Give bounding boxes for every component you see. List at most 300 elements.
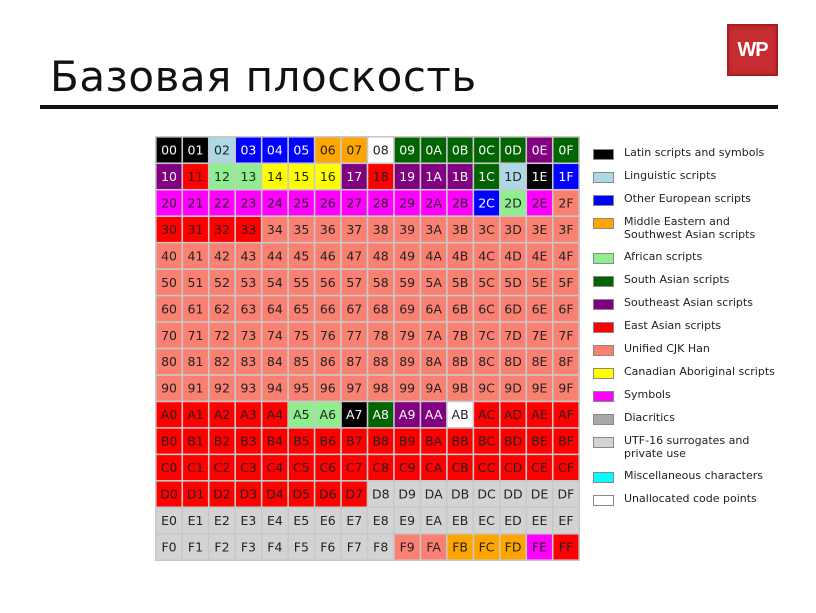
cell-code: 41	[187, 248, 204, 264]
cell-code: 43	[240, 248, 257, 264]
cell-code: 0E	[531, 142, 548, 158]
grid-cell-37	[342, 217, 367, 242]
grid-cell-3F	[554, 217, 579, 242]
cell-code: 8D	[504, 354, 522, 370]
bmp-grid-svg	[155, 136, 580, 561]
grid-cell-FE	[527, 535, 552, 560]
grid-cell-22	[210, 191, 235, 216]
grid-cell-70	[157, 323, 182, 348]
cell-code: 95	[293, 380, 310, 396]
cell-code: CB	[451, 460, 469, 476]
grid-cell-66	[315, 296, 340, 321]
cell-code: B1	[187, 433, 204, 449]
grid-cell-7B	[448, 323, 473, 348]
cell-code: 16	[319, 168, 336, 184]
cell-code: 50	[161, 274, 177, 290]
cell-code: C5	[293, 460, 310, 476]
legend-label: East Asian scripts	[624, 319, 722, 332]
cell-code: DA	[424, 486, 443, 502]
cell-code: EE	[531, 513, 548, 529]
legend-item-cjk	[593, 342, 803, 356]
grid-cell-A6	[315, 402, 340, 427]
grid-cell-DA	[421, 482, 446, 507]
wp-logo	[727, 24, 778, 76]
grid-cell-2F	[554, 191, 579, 216]
grid-cell-F6	[315, 535, 340, 560]
cell-code: 6E	[531, 301, 548, 317]
cell-code: 39	[399, 221, 416, 237]
grid-cell-DF	[554, 482, 579, 507]
grid-cell-0E	[527, 138, 552, 163]
cell-code: 35	[293, 221, 310, 237]
grid-cell-28	[368, 191, 393, 216]
cell-code: 7A	[425, 327, 442, 343]
cell-code: C3	[240, 460, 257, 476]
grid-cell-C1	[183, 455, 208, 480]
cell-code: D8	[371, 486, 390, 502]
cell-code: A7	[346, 407, 363, 423]
grid-cell-BF	[554, 429, 579, 454]
cell-code: 0B	[451, 142, 469, 158]
cell-code: 7F	[558, 327, 574, 343]
cell-code: 97	[346, 380, 363, 396]
cell-code: B9	[398, 433, 416, 449]
cell-code: 96	[319, 380, 336, 396]
grid-cell-E6	[315, 508, 340, 533]
grid-cell-C7	[342, 455, 367, 480]
grid-cell-BA	[421, 429, 446, 454]
grid-cell-69	[395, 296, 420, 321]
cell-code: C9	[398, 460, 416, 476]
grid-cell-FB	[448, 535, 473, 560]
legend-swatch	[593, 322, 614, 333]
cell-code: 94	[266, 380, 283, 396]
cell-code: F6	[320, 539, 336, 555]
cell-code: F0	[161, 539, 177, 555]
grid-cell-60	[157, 296, 182, 321]
grid-cell-2C	[474, 191, 499, 216]
grid-cell-11	[183, 164, 208, 189]
grid-cell-90	[157, 376, 182, 401]
grid-cell-12	[210, 164, 235, 189]
grid-cell-BB	[448, 429, 473, 454]
grid-cell-81	[183, 349, 208, 374]
cell-code: 79	[399, 327, 416, 343]
cell-code: 7C	[478, 327, 495, 343]
grid-cell-A3	[236, 402, 261, 427]
grid-cell-AF	[554, 402, 579, 427]
cell-code: 4B	[451, 248, 469, 264]
cell-code: 72	[214, 327, 230, 343]
grid-cell-CE	[527, 455, 552, 480]
cell-code: 04	[266, 142, 283, 158]
cell-code: 29	[399, 195, 416, 211]
cell-code: 2F	[558, 195, 574, 211]
cell-code: C8	[372, 460, 390, 476]
cell-code: FB	[452, 539, 469, 555]
legend-label: Miscellaneous characters	[624, 469, 764, 482]
grid-cell-98	[368, 376, 393, 401]
cell-code: 45	[293, 248, 310, 264]
cell-code: 38	[372, 221, 389, 237]
grid-cell-67	[342, 296, 367, 321]
legend-label: Unallocated code points	[624, 492, 757, 505]
cell-code: 24	[266, 195, 283, 211]
grid-cell-D4	[262, 482, 287, 507]
cell-code: 1D	[504, 168, 522, 184]
cell-code: 5B	[451, 274, 469, 290]
legend-swatch	[593, 172, 614, 183]
legend-label: Unified CJK Han	[624, 342, 710, 355]
cell-code: 1E	[531, 168, 548, 184]
cell-code: B6	[319, 433, 337, 449]
grid-cell-A4	[262, 402, 287, 427]
grid-cell-40	[157, 243, 182, 268]
grid-cell-E3	[236, 508, 261, 533]
cell-code: C6	[319, 460, 337, 476]
grid-cell-DC	[474, 482, 499, 507]
grid-cell-DB	[448, 482, 473, 507]
grid-cell-51	[183, 270, 208, 295]
grid-cell-5D	[501, 270, 526, 295]
wp-logo-text: WP	[732, 29, 773, 71]
grid-cell-EB	[448, 508, 473, 533]
cell-code: 75	[293, 327, 310, 343]
grid-cell-04	[262, 138, 287, 163]
grid-cell-E9	[395, 508, 420, 533]
cell-code: 2B	[451, 195, 469, 211]
cell-code: 7B	[451, 327, 469, 343]
cell-code: 32	[214, 221, 230, 237]
grid-cell-78	[368, 323, 393, 348]
cell-code: 54	[266, 274, 283, 290]
cell-code: F3	[240, 539, 256, 555]
grid-cell-27	[342, 191, 367, 216]
cell-code: F2	[214, 539, 230, 555]
cell-code: BD	[503, 433, 523, 449]
cell-code: 3A	[425, 221, 442, 237]
grid-cell-10	[157, 164, 182, 189]
cell-code: 60	[161, 301, 177, 317]
cell-code: AB	[451, 407, 469, 423]
cell-code: DF	[557, 486, 575, 502]
grid-cell-63	[236, 296, 261, 321]
grid-cell-3C	[474, 217, 499, 242]
cell-code: 13	[240, 168, 257, 184]
grid-cell-87	[342, 349, 367, 374]
cell-code: 22	[214, 195, 230, 211]
grid-cell-B8	[368, 429, 393, 454]
cell-code: 9E	[531, 380, 548, 396]
grid-cell-79	[395, 323, 420, 348]
cell-code: 4D	[504, 248, 522, 264]
cell-code: FF	[558, 539, 574, 555]
grid-cell-83	[236, 349, 261, 374]
grid-cell-D8	[368, 482, 393, 507]
cell-code: 3E	[531, 221, 548, 237]
grid-cell-B3	[236, 429, 261, 454]
grid-cell-99	[395, 376, 420, 401]
cell-code: 09	[399, 142, 416, 158]
cell-code: 6B	[451, 301, 469, 317]
grid-cell-39	[395, 217, 420, 242]
cell-code: 30	[161, 221, 177, 237]
legend-label: UTF-16 surrogates and private use	[624, 434, 750, 460]
grid-cell-C3	[236, 455, 261, 480]
grid-cell-F8	[368, 535, 393, 560]
cell-code: 33	[240, 221, 257, 237]
legend-label: Diacritics	[624, 411, 676, 424]
grid-cell-23	[236, 191, 261, 216]
grid-cell-D9	[395, 482, 420, 507]
grid-cell-D3	[236, 482, 261, 507]
legend-label: South Asian scripts	[624, 273, 730, 286]
grid-cell-2B	[448, 191, 473, 216]
legend-item-misc	[593, 469, 803, 483]
grid-cell-17	[342, 164, 367, 189]
cell-code: E7	[346, 513, 363, 529]
grid-cell-2D	[501, 191, 526, 216]
cell-code: DE	[530, 486, 549, 502]
grid-cell-53	[236, 270, 261, 295]
grid-cell-77	[342, 323, 367, 348]
grid-cell-75	[289, 323, 314, 348]
cell-code: 7D	[504, 327, 522, 343]
grid-cell-56	[315, 270, 340, 295]
legend-label: African scripts	[624, 250, 703, 263]
grid-cell-14	[262, 164, 287, 189]
cell-code: E9	[399, 513, 416, 529]
cell-code: EA	[425, 513, 442, 529]
grid-cell-30	[157, 217, 182, 242]
cell-code: 92	[214, 380, 230, 396]
cell-code: F8	[373, 539, 389, 555]
grid-cell-D7	[342, 482, 367, 507]
cell-code: C0	[160, 460, 178, 476]
grid-cell-38	[368, 217, 393, 242]
cell-code: 0F	[558, 142, 574, 158]
grid-cell-9D	[501, 376, 526, 401]
grid-cell-24	[262, 191, 287, 216]
cell-code: 6C	[478, 301, 495, 317]
cell-code: C1	[187, 460, 204, 476]
grid-cell-7D	[501, 323, 526, 348]
legend-item-latin	[593, 146, 803, 160]
cell-code: 14	[266, 168, 283, 184]
cell-code: 56	[319, 274, 336, 290]
cell-code: B2	[213, 433, 231, 449]
grid-cell-95	[289, 376, 314, 401]
cell-code: D3	[239, 486, 258, 502]
cell-code: CE	[531, 460, 548, 476]
grid-cell-41	[183, 243, 208, 268]
cell-code: 3D	[504, 221, 522, 237]
cell-code: A2	[213, 407, 231, 423]
grid-cell-52	[210, 270, 235, 295]
cell-code: F9	[399, 539, 415, 555]
cell-code: 15	[293, 168, 310, 184]
cell-code: A8	[372, 407, 389, 423]
grid-cell-85	[289, 349, 314, 374]
cell-code: EC	[478, 513, 495, 529]
grid-cell-88	[368, 349, 393, 374]
legend-swatch	[593, 414, 614, 425]
cell-code: 2E	[531, 195, 548, 211]
grid-cell-26	[315, 191, 340, 216]
cell-code: EF	[558, 513, 574, 529]
grid-cell-07	[342, 138, 367, 163]
grid-cell-FC	[474, 535, 499, 560]
cell-code: 47	[346, 248, 363, 264]
grid-cell-09	[395, 138, 420, 163]
grid-cell-CD	[501, 455, 526, 480]
grid-cell-6F	[554, 296, 579, 321]
grid-cell-89	[395, 349, 420, 374]
grid-cell-B6	[315, 429, 340, 454]
cell-code: 80	[161, 354, 177, 370]
grid-cell-94	[262, 376, 287, 401]
cell-code: 87	[346, 354, 363, 370]
cell-code: 83	[240, 354, 257, 370]
grid-cell-C9	[395, 455, 420, 480]
cell-code: 8F	[558, 354, 574, 370]
grid-cell-18	[368, 164, 393, 189]
cell-code: 91	[187, 380, 204, 396]
grid-cell-71	[183, 323, 208, 348]
cell-code: 00	[161, 142, 177, 158]
cell-code: 1A	[425, 168, 442, 184]
cell-code: D7	[345, 486, 364, 502]
grid-cell-6B	[448, 296, 473, 321]
cell-code: F5	[293, 539, 309, 555]
cell-code: 9D	[504, 380, 522, 396]
cell-code: AF	[558, 407, 574, 423]
grid-cell-EA	[421, 508, 446, 533]
cell-code: 34	[266, 221, 283, 237]
legend-item-diacritics	[593, 411, 803, 425]
grid-cell-8B	[448, 349, 473, 374]
cell-code: D1	[186, 486, 205, 502]
cell-code: 7E	[531, 327, 548, 343]
grid-cell-20	[157, 191, 182, 216]
cell-code: 6F	[558, 301, 574, 317]
cell-code: 90	[161, 380, 177, 396]
cell-code: E4	[266, 513, 283, 529]
grid-cell-25	[289, 191, 314, 216]
grid-cell-AD	[501, 402, 526, 427]
legend-label: Latin scripts and symbols	[624, 146, 765, 159]
grid-cell-32	[210, 217, 235, 242]
grid-cell-64	[262, 296, 287, 321]
grid-cell-21	[183, 191, 208, 216]
cell-code: 3C	[478, 221, 495, 237]
grid-cell-5C	[474, 270, 499, 295]
legend-swatch	[593, 437, 614, 448]
grid-cell-A2	[210, 402, 235, 427]
grid-cell-00	[157, 138, 182, 163]
cell-code: 86	[319, 354, 336, 370]
grid-cell-01	[183, 138, 208, 163]
grid-cell-36	[315, 217, 340, 242]
cell-code: 78	[372, 327, 389, 343]
grid-cell-50	[157, 270, 182, 295]
grid-cell-AA	[421, 402, 446, 427]
cell-code: E6	[319, 513, 336, 529]
title-rule	[40, 105, 778, 109]
cell-code: 1C	[478, 168, 495, 184]
grid-cell-F3	[236, 535, 261, 560]
grid-cell-7C	[474, 323, 499, 348]
cell-code: 55	[293, 274, 310, 290]
grid-cell-B9	[395, 429, 420, 454]
grid-cell-91	[183, 376, 208, 401]
grid-cell-92	[210, 376, 235, 401]
cell-code: AC	[478, 407, 496, 423]
grid-cell-DD	[501, 482, 526, 507]
cell-code: 3B	[451, 221, 469, 237]
grid-cell-A7	[342, 402, 367, 427]
cell-code: 82	[214, 354, 230, 370]
cell-code: E0	[161, 513, 177, 529]
grid-cell-C2	[210, 455, 235, 480]
legend-swatch	[593, 276, 614, 287]
grid-cell-9C	[474, 376, 499, 401]
cell-code: E2	[214, 513, 230, 529]
cell-code: 40	[161, 248, 177, 264]
cell-code: 5D	[504, 274, 522, 290]
cell-code: FC	[478, 539, 495, 555]
cell-code: 2C	[478, 195, 495, 211]
cell-code: 0C	[478, 142, 495, 158]
cell-code: CA	[425, 460, 443, 476]
legend-item-seasian	[593, 296, 803, 310]
cell-code: ED	[504, 513, 522, 529]
legend-item-southasian	[593, 273, 803, 287]
grid-cell-73	[236, 323, 261, 348]
grid-cell-C6	[315, 455, 340, 480]
grid-cell-1D	[501, 164, 526, 189]
cell-code: 99	[399, 380, 416, 396]
grid-cell-C0	[157, 455, 182, 480]
grid-cell-59	[395, 270, 420, 295]
grid-cell-47	[342, 243, 367, 268]
grid-cell-E2	[210, 508, 235, 533]
grid-cell-72	[210, 323, 235, 348]
legend-swatch	[593, 345, 614, 356]
grid-cell-0A	[421, 138, 446, 163]
cell-code: DB	[451, 486, 470, 502]
grid-cell-E7	[342, 508, 367, 533]
cell-code: F4	[267, 539, 283, 555]
cell-code: F7	[346, 539, 362, 555]
grid-cell-65	[289, 296, 314, 321]
cell-code: DC	[477, 486, 496, 502]
cell-code: 6D	[504, 301, 522, 317]
legend-item-unallocated	[593, 492, 803, 506]
cell-code: 4E	[531, 248, 548, 264]
cell-code: 63	[240, 301, 257, 317]
legend-item-european	[593, 192, 803, 206]
grid-cell-CC	[474, 455, 499, 480]
grid-cell-15	[289, 164, 314, 189]
cell-code: A5	[293, 407, 310, 423]
grid-cell-F2	[210, 535, 235, 560]
grid-cell-B1	[183, 429, 208, 454]
cell-code: 03	[240, 142, 257, 158]
cell-code: 37	[346, 221, 363, 237]
cell-code: 5F	[558, 274, 574, 290]
grid-cell-F0	[157, 535, 182, 560]
